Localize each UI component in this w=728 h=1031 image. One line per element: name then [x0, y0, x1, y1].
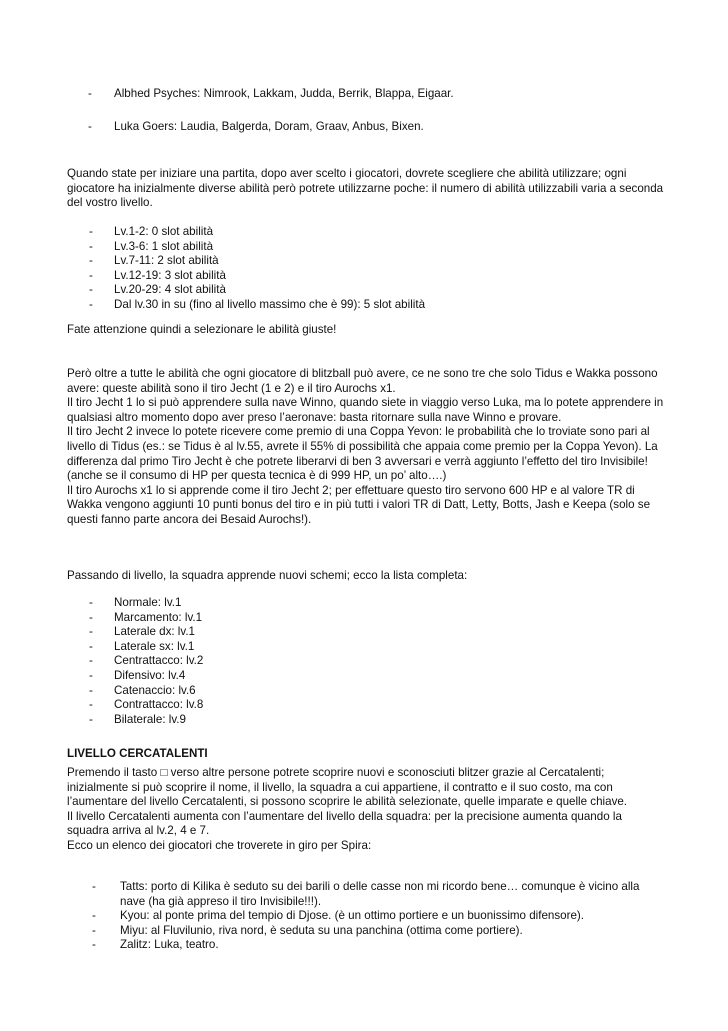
list-item: - Dal lv.30 in su (fino al livello massimo che è 99): 5 slot abilità — [89, 297, 426, 311]
section-heading: LIVELLO CERCATALENTI — [67, 747, 208, 760]
paragraph: Il livello Cercatalenti aumenta con l’aumentare del livello della squadra: per la precisione aumenta quando la squadra arriva al lv.2, 4 e 7. — [67, 809, 622, 838]
bullet-dash: - — [88, 120, 92, 134]
list-item: - Luka Goers: Laudia, Balgerda, Doram, Graav, Anbus, Bixen. — [88, 120, 424, 134]
list-item: - Lv.20-29: 4 slot abilità — [89, 283, 226, 297]
list-item: - Lv.1-2: 0 slot abilità — [89, 225, 214, 238]
team-list — [88, 87, 688, 153]
list-item: - Lv.12-19: 3 slot abilità — [89, 268, 226, 282]
list-item: - Catenaccio: lv.6 — [89, 683, 196, 697]
scout-section — [67, 766, 667, 854]
list-item: - Contrattacco: lv.8 — [89, 698, 204, 712]
paragraph: Il tiro Aurochs x1 lo si apprende come il tiro Jecht 2; per effettuare questo tiro servono 600 HP e al valore TR di Wakka vengono aggiunti 10 punti bonus del tiro e in più tutti i valori TR di Datt, Letty, Botts, Jash e Keepa (solo se questi fanno parte ancora dei Besaid Aurochs!). — [67, 483, 651, 526]
players-list — [92, 880, 662, 953]
list-item: - Lv.7-11: 2 slot abilità — [89, 254, 219, 268]
special-shots-section — [67, 367, 667, 528]
list-item: - Marcamento: lv.1 — [89, 610, 203, 624]
slot-list — [89, 225, 669, 313]
paragraph: Il tiro Jecht 2 invece lo potete ricevere come premio di una Coppa Yevon: le probabilità che lo troviate sono pari al livello di Tidus (es.: se Tidus è al lv.55, avrete il 55% di possibilità che appaia come premio per la Coppa Yevon). La differenza dal primo Tiro Jecht è che potrete liberarvi di ben 3 avversari e verrà aggiunto l’effetto del tiro Invisibile! (anche se il consumo di HP per questa tecnica è di 999 HP, un po’ alto….) — [67, 425, 658, 483]
attention-line: Fate attenzione quindi a selezionare le abilità giuste! — [67, 323, 337, 336]
paragraph: Premendo il tasto □ verso altre persone potrete scoprire nuovi e sconosciuti blitzer grazie al Cercatalenti; inizialmente si può scoprire il nome, il livello, la squadra a cui appartiene, il contratto e il suo costo, ma con l’aumentare del livello Cercatalenti, si possono scoprire le abilità selezionate, quelle imparate e quelle chiave. — [67, 766, 628, 809]
list-item: - Kyou: al ponte prima del tempio di Djose. (è un ottimo portiere e un buonissimo difensore). — [92, 909, 584, 923]
list-item: - Normale: lv.1 — [89, 596, 182, 609]
bullet-dash: - — [88, 87, 92, 100]
list-item: - Miyu: al Fluvilunio, riva nord, è seduta su una panchina (ottima come portiere). — [92, 923, 523, 937]
paragraph: Ecco un elenco dei giocatori che troverete in giro per Spira: — [67, 838, 372, 852]
list-item: - Laterale sx: lv.1 — [89, 639, 195, 653]
paragraph: Il tiro Jecht 1 lo si può apprendere sulla nave Winno, quando siete in viaggio verso Luka, ma lo potete apprendere in qualsiasi altro momento dopo aver preso l’aeronave: basta ritornare sulla nave Winno e provare. — [67, 396, 664, 424]
list-item: - Lv.3-6: 1 slot abilità — [89, 239, 214, 253]
list-item: - Tatts: porto di Kilika è seduto su dei barili o delle casse non mi ricordo bene… comunque è vicino alla nave (ha già appreso il tiro Invisibile!!!). — [92, 880, 640, 908]
paragraph: Però oltre a tutte le abilità che ogni giocatore di blitzball può avere, ce ne sono tre che solo Tidus e Wakka possono avere: queste abilità sono il tiro Jecht (1 e 2) e il tiro Aurochs x1. — [67, 367, 658, 395]
list-item: - Bilaterale: lv.9 — [89, 712, 186, 726]
schemes-list — [89, 596, 669, 727]
list-item: - Zalitz: Luka, teatro. — [92, 938, 219, 952]
schemes-intro: Passando di livello, la squadra apprende nuovi schemi; ecco la lista completa: — [67, 569, 468, 582]
list-item: - Centrattacco: lv.2 — [89, 654, 204, 668]
list-item: - Laterale dx: lv.1 — [89, 625, 195, 639]
list-item: - Difensivo: lv.4 — [89, 668, 186, 682]
intro-paragraph: Quando state per iniziare una partita, dopo aver scelto i giocatori, dovrete scegliere che abilità utilizzare; ogni giocatore ha inizialmente diverse abilità però potrete utilizzarne poche: il numero di abilità utilizzabili varia a seconda del vostro livello. — [67, 167, 664, 210]
list-item: - Albhed Psyches: Nimrook, Lakkam, Judda, Berrik, Blappa, Eigaar. — [88, 87, 454, 100]
